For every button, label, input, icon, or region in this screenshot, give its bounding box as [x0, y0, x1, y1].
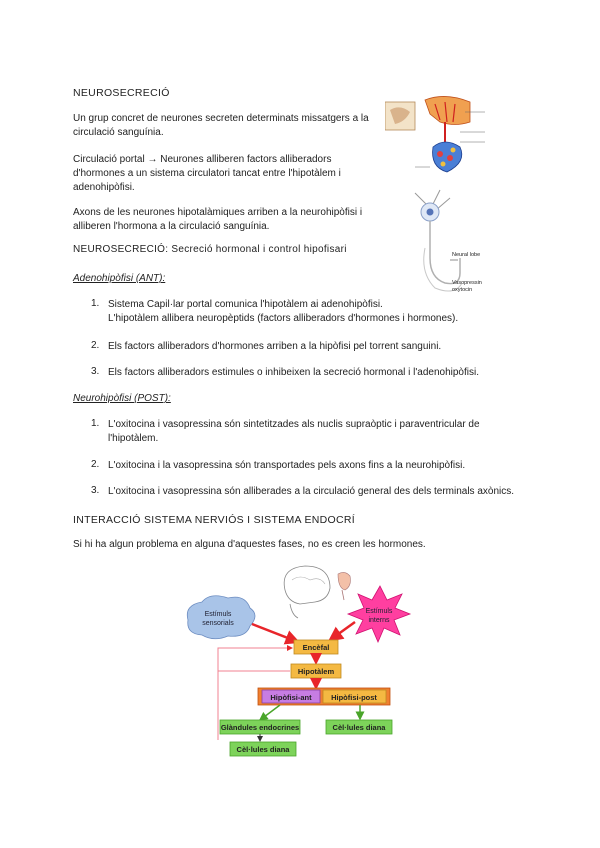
list-number: 3.: [91, 485, 100, 496]
glandules-label: Glàndules endocrines: [220, 723, 300, 732]
encefal-label: Encèfal: [302, 643, 330, 652]
list-item: [108, 418, 480, 446]
paragraph-4: Si hi ha algun problema en alguna d'aquestes fases, no es creen les hormones.: [73, 539, 426, 550]
list-item: [108, 485, 514, 499]
list-line: L'oxitocina i vasopressina són alliberades a la circulació general des dels terminals axònics.: [108, 486, 515, 497]
list-number: 2.: [91, 340, 100, 351]
paragraph-line: alliberen l'hormona a la circulació sanguínia.: [73, 221, 270, 232]
hipotalem-label: Hipotàlem: [297, 667, 335, 676]
paragraph-line: adenohipòfisi.: [73, 182, 135, 193]
paragraph-line: d'hormones a un sistema circulatori tancat entre l'hipotàlem i: [73, 168, 341, 179]
section-heading-interaccio: INTERACCIÓ SISTEMA NERVIÓS I SISTEMA ENDOCRÍ: [73, 514, 355, 526]
list-number: 1.: [91, 298, 100, 309]
list-line: Sistema Capil·lar portal comunica l'hipotàlem ai adenohipòfisi.: [108, 299, 383, 310]
paragraph-3: [73, 206, 362, 234]
list-line: L'oxitocina i vasopressina són sintetitzades als nuclis supraòptic i paraventricular de: [108, 419, 480, 430]
list-number: 2.: [91, 459, 100, 470]
list-item: [108, 366, 479, 380]
list-line: l'hipotàlem.: [108, 433, 159, 444]
paragraph-line: Axons de les neurones hipotalàmiques arriben a la neurohipòfisi i: [73, 207, 363, 218]
hipofisi-ant-label: Hipòfisi-ant: [270, 693, 312, 702]
brain-sketch-icon: [284, 566, 350, 618]
paragraph-2: [73, 153, 341, 195]
list-line: Els factors alliberadors d'hormones arriben a la hipòfisi pel torrent sanguini.: [108, 341, 442, 352]
paragraph-line: Un grup concret de neurones secreten determinats missatgers a la: [73, 113, 369, 124]
list-item: [108, 459, 465, 473]
list-number: 1.: [91, 418, 100, 429]
list-number: 3.: [91, 366, 100, 377]
pituitary-portal-illustration: [385, 92, 495, 182]
nervous-endocrine-diagram: [180, 560, 420, 760]
stim-sens-line1: Estímuls: [204, 611, 232, 618]
vasopressin-label: Vasopressin oxytocin: [452, 280, 482, 293]
paragraph-line: circulació sanguínia.: [73, 127, 164, 138]
paragraph-line: Circulació portal → Neurones alliberen factors alliberadors: [73, 154, 332, 165]
ant-title: Adenohipòfisi (ANT):: [73, 273, 166, 284]
paragraph-1: [73, 112, 369, 140]
list-line: Els factors alliberadors estimules o inhibeixen la secreció hormonal i l'adenohipòfisi.: [108, 367, 479, 378]
section-heading-neurosecrecio: NEUROSECRECIÓ: [73, 87, 170, 99]
post-title: Neurohipòfisi (POST):: [73, 393, 171, 404]
section-heading-secrecio: NEUROSECRECIÓ: Secreció hormonal i control hipofisari: [73, 244, 347, 255]
cel-diana-bottom-label: Cèl·lules diana: [236, 745, 290, 754]
neural-lobe-label: Neural lobe: [452, 252, 481, 258]
list-item: [108, 298, 458, 326]
list-line: L'hipotàlem allibera neuropèptids (factors alliberadors d'hormones i hormones).: [108, 313, 459, 324]
list-item: [108, 340, 441, 354]
cel-diana-right-label: Cèl·lules diana: [332, 723, 386, 732]
list-line: L'oxitocina i la vasopressina són transportades pels axons fins a la neurohipòfisi.: [108, 460, 466, 471]
stim-int-line1: Estímuls: [365, 608, 393, 615]
stim-sens-line2: sensorials: [202, 620, 234, 627]
hipofisi-post-label: Hipòfisi-post: [331, 693, 377, 702]
stim-int-line2: interns: [368, 617, 390, 624]
